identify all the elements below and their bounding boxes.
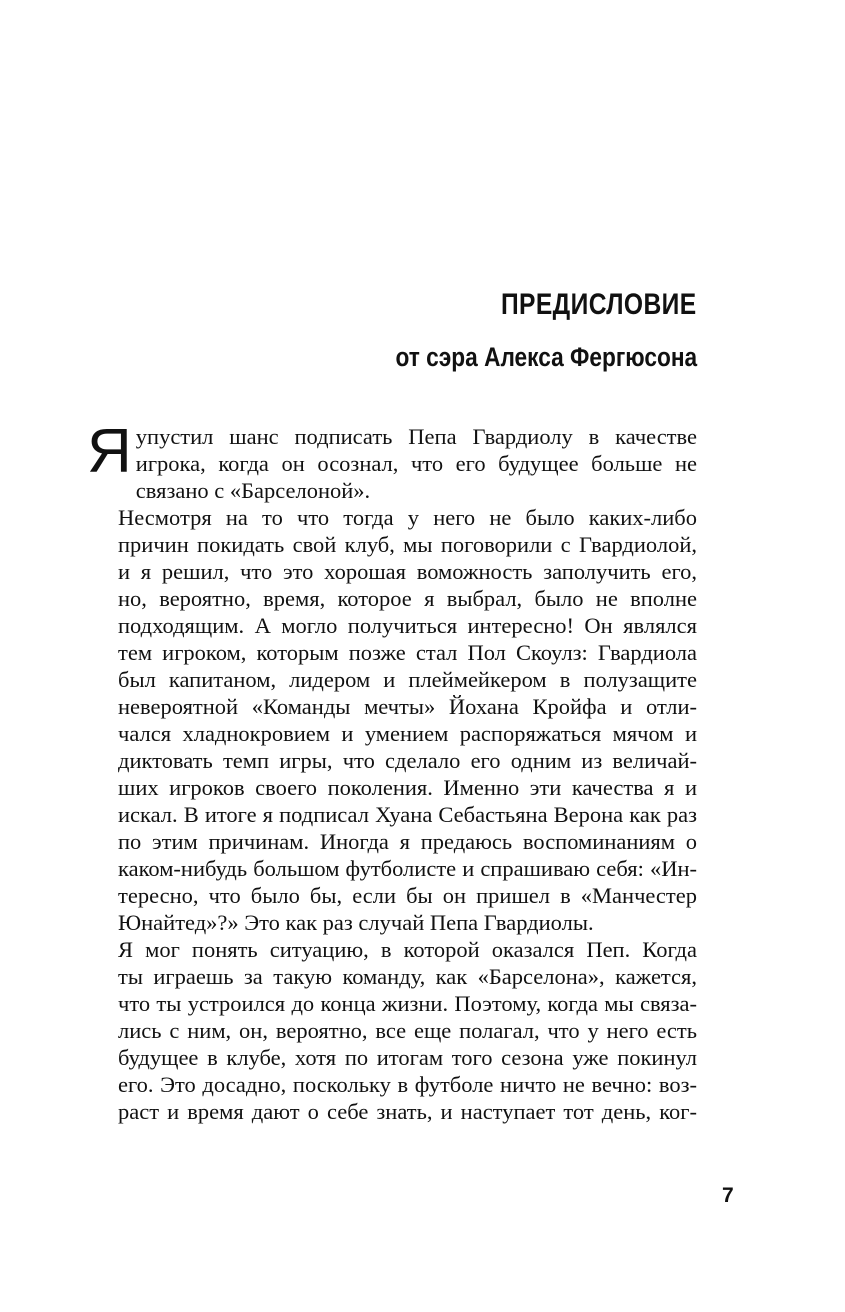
paragraph-3 bbox=[88, 936, 697, 1125]
text-line: по этим причинам. Иногда я предаюсь воспоминаниям о bbox=[118, 829, 697, 854]
text-line: будущее в клубе, хотя по итогам того сезона уже покинул bbox=[118, 1045, 697, 1070]
text-line: был капитаном, лидером и плеймейкером в полузащите bbox=[118, 667, 697, 692]
text-line: игрока, когда он осознал, что его будущее больше не bbox=[135, 451, 697, 476]
text-line: диктовать темп игры, что сделало его одним из величай- bbox=[118, 748, 697, 773]
text-line: ты играешь за такую команду, как «Барселона», кажется, bbox=[118, 964, 697, 989]
text-line: связано с «Барселоной». bbox=[135, 478, 371, 503]
text-line: лись с ним, он, вероятно, все еще полагал, что у него есть bbox=[118, 1018, 697, 1043]
text-line: чался хладнокровием и умением распоряжаться мячом и bbox=[118, 721, 697, 746]
text-line: тересно, что было бы, если бы он пришел в «Манчестер bbox=[118, 883, 697, 908]
text-line: Несмотря на то что тогда у него не было каких-либо bbox=[118, 505, 697, 530]
drop-cap: Я bbox=[87, 417, 132, 486]
text-line: и я решил, что это хорошая воможность заполучить его, bbox=[118, 559, 697, 584]
text-line: невероятной «Команды мечты» Йохана Кройфа и отли- bbox=[118, 694, 697, 719]
text-line: причин покидать свой клуб, мы поговорили с Гвардиолой, bbox=[118, 532, 697, 557]
text-line: раст и время дают о себе знать, и наступает тот день, ког- bbox=[118, 1099, 697, 1124]
text-line: подходящим. А могло получиться интересно! Он являлся bbox=[118, 613, 697, 638]
text-line: Юнайтед»?» Это как раз случай Пепа Гвардиолы. bbox=[118, 910, 594, 935]
paragraph-1 bbox=[87, 417, 697, 504]
text-line: ших игроков своего поколения. Именно эти качества я и bbox=[118, 775, 697, 800]
page-number: 7 bbox=[722, 1184, 734, 1207]
text-line: его. Это досадно, поскольку в футболе ничто не вечно: воз- bbox=[118, 1072, 697, 1097]
chapter-subtitle: от сэра Алекса Фергюсона bbox=[395, 342, 697, 372]
text-line: каком-нибудь большом футболисте и спрашиваю себя: «Ин- bbox=[118, 856, 697, 881]
text-line: тем игроком, которым позже стал Пол Скоулз: Гвардиола bbox=[118, 640, 697, 665]
text-line: Я мог понять ситуацию, в которой оказался Пеп. Когда bbox=[118, 937, 697, 962]
text-line: упустил шанс подписать Пепа Гвардиолу в качестве bbox=[135, 424, 697, 449]
text-line: что ты устроился до конца жизни. Поэтому, когда мы связа- bbox=[118, 991, 697, 1016]
chapter-title: ПРЕДИСЛОВИЕ bbox=[501, 288, 697, 321]
text-line: но, вероятно, время, которое я выбрал, было не вполне bbox=[118, 586, 697, 611]
text-line: искал. В итоге я подписал Хуана Себастьяна Верона как раз bbox=[118, 802, 697, 827]
paragraph-2 bbox=[88, 504, 697, 936]
body-text bbox=[87, 417, 697, 1125]
